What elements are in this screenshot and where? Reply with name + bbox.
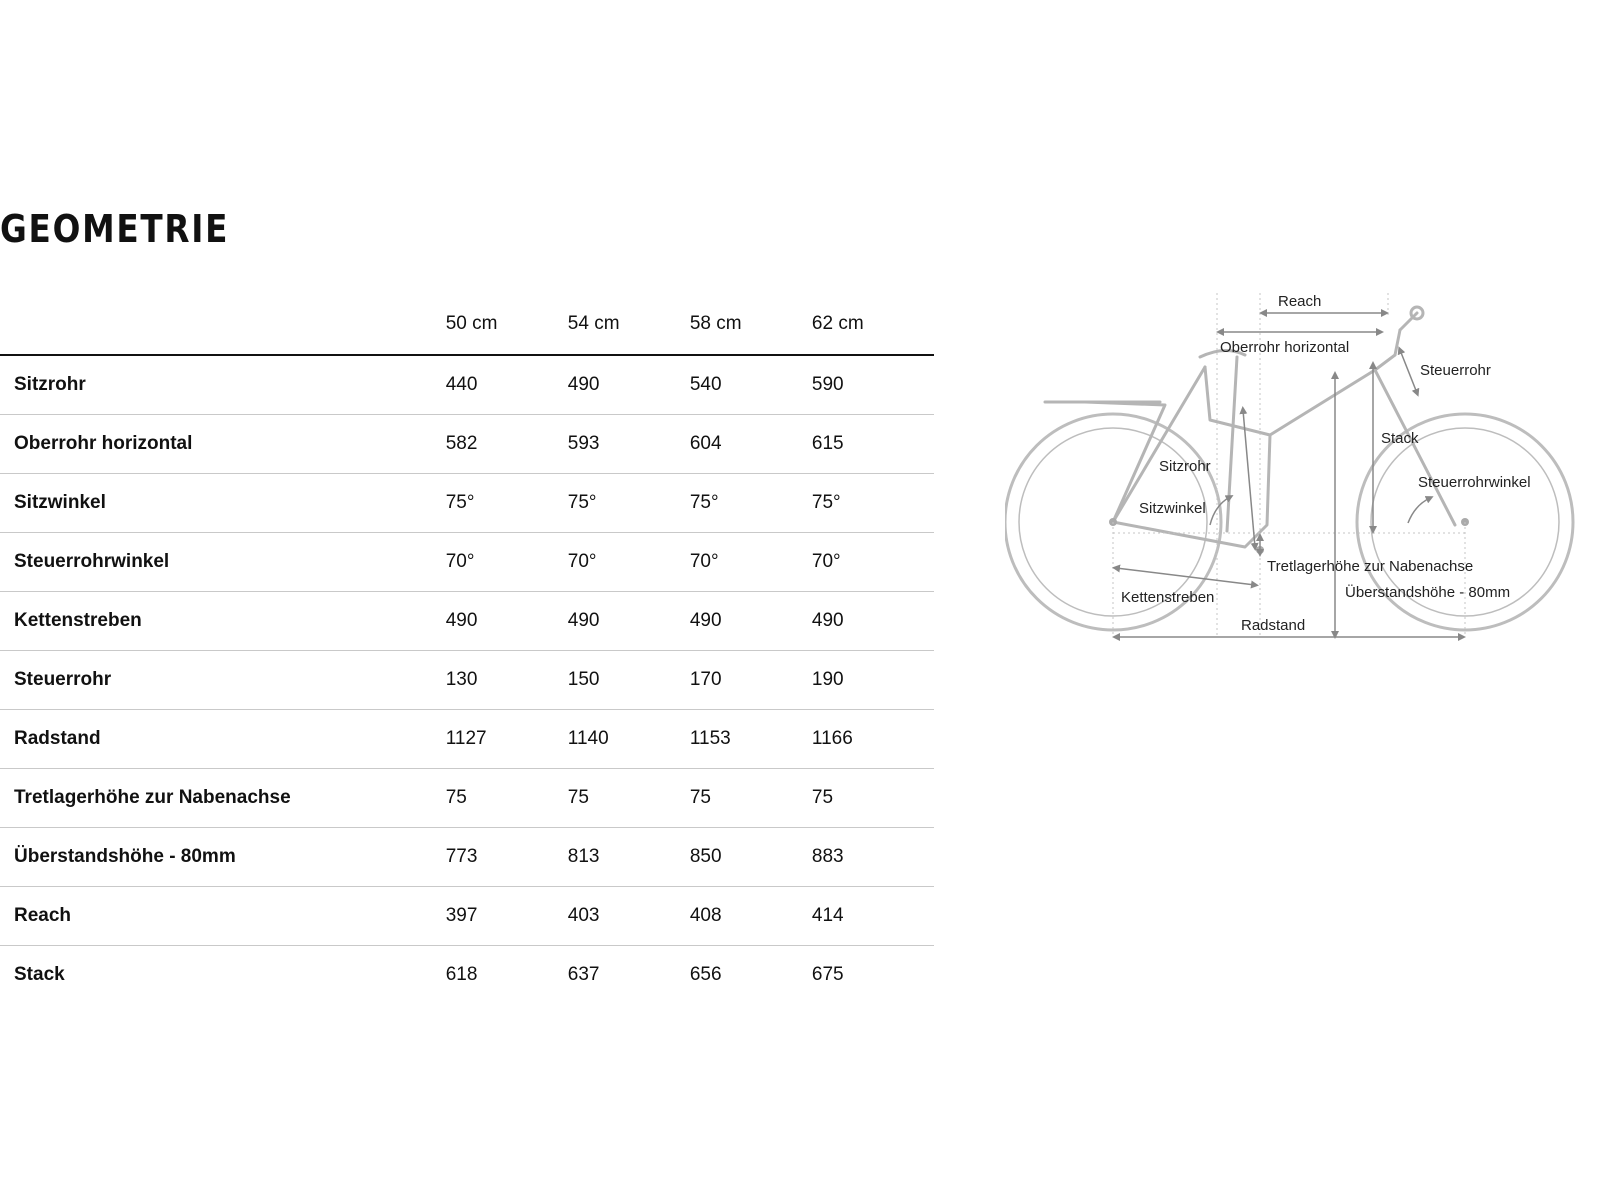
cell-value: 490 xyxy=(812,592,934,651)
cell-value: 615 xyxy=(812,415,934,474)
row-label: Steuerrohr xyxy=(0,651,446,710)
label-ueberstand: Überstandshöhe - 80mm xyxy=(1345,584,1511,601)
label-stack: Stack xyxy=(1381,430,1419,447)
cell-value: 75 xyxy=(446,769,568,828)
row-label: Radstand xyxy=(0,710,446,769)
cell-value: 490 xyxy=(568,355,690,415)
cell-value: 190 xyxy=(812,651,934,710)
table-row xyxy=(0,769,934,828)
cell-value: 75 xyxy=(690,769,812,828)
bike-geometry-diagram xyxy=(1005,285,1600,660)
cell-value: 75° xyxy=(690,474,812,533)
cell-value: 150 xyxy=(568,651,690,710)
table-row xyxy=(0,533,934,592)
label-radstand: Radstand xyxy=(1241,617,1306,634)
cell-value: 70° xyxy=(812,533,934,592)
cell-value: 540 xyxy=(690,355,812,415)
cell-value: 397 xyxy=(446,887,568,946)
table-row xyxy=(0,710,934,769)
cell-value: 1127 xyxy=(446,710,568,769)
table-row xyxy=(0,887,934,946)
cell-value: 170 xyxy=(690,651,812,710)
cell-value: 490 xyxy=(690,592,812,651)
cell-value: 414 xyxy=(812,887,934,946)
cell-value: 75° xyxy=(568,474,690,533)
cell-value: 850 xyxy=(690,828,812,887)
label-reach: Reach xyxy=(1278,293,1322,310)
cell-value: 590 xyxy=(812,355,934,415)
label-steuerrohrwinkel: Steuerrohrwinkel xyxy=(1418,474,1531,491)
cell-value: 883 xyxy=(812,828,934,887)
cell-value: 813 xyxy=(568,828,690,887)
cell-value: 1153 xyxy=(690,710,812,769)
cell-value: 675 xyxy=(811,964,844,985)
cell-value: 70° xyxy=(446,533,568,592)
cell-value: 70° xyxy=(568,533,690,592)
cell-value: 75° xyxy=(812,474,934,533)
table-row xyxy=(0,828,934,887)
table-row xyxy=(0,651,934,710)
cell-value: 440 xyxy=(446,355,568,415)
row-label: Stack xyxy=(14,964,65,985)
cell-value: 403 xyxy=(568,887,690,946)
cell-value: 637 xyxy=(567,964,600,985)
cell-value: 773 xyxy=(446,828,568,887)
column-header: 62 cm xyxy=(812,294,934,355)
cell-value: 604 xyxy=(690,415,812,474)
cell-value: 618 xyxy=(445,964,478,985)
label-oberrohr: Oberrohr horizontal xyxy=(1220,339,1350,356)
header-empty-cell xyxy=(0,294,446,355)
table-row xyxy=(0,355,934,415)
page-title: GEOMETRIE xyxy=(0,207,230,251)
column-header: 58 cm xyxy=(690,294,812,355)
table-row xyxy=(0,946,934,1005)
cell-value: 75° xyxy=(446,474,568,533)
cell-value: 656 xyxy=(689,964,722,985)
table-header-row xyxy=(0,294,934,355)
cell-value: 490 xyxy=(446,592,568,651)
cell-value: 70° xyxy=(690,533,812,592)
label-tretlager: Tretlagerhöhe zur Nabenachse xyxy=(1267,558,1474,575)
cell-value: 490 xyxy=(568,592,690,651)
cell-value: 130 xyxy=(446,651,568,710)
table-row xyxy=(0,592,934,651)
row-label: Oberrohr horizontal xyxy=(0,415,446,474)
table-row xyxy=(0,474,934,533)
cell-value: 1140 xyxy=(568,710,690,769)
cell-value: 75 xyxy=(812,769,934,828)
row-label: Steuerrohrwinkel xyxy=(0,533,446,592)
row-label: Kettenstreben xyxy=(0,592,446,651)
cell-value: 593 xyxy=(568,415,690,474)
label-sitzwinkel: Sitzwinkel xyxy=(1139,500,1206,517)
row-label: Reach xyxy=(0,887,446,946)
geometry-table xyxy=(0,294,934,1004)
table-row xyxy=(0,415,934,474)
cell-value: 75 xyxy=(568,769,690,828)
row-label: Überstandshöhe - 80mm xyxy=(0,828,446,887)
cell-value: 1166 xyxy=(812,710,934,769)
label-kettenstreben: Kettenstreben xyxy=(1121,589,1215,606)
label-sitzrohr: Sitzrohr xyxy=(1159,458,1211,475)
row-label: Sitzwinkel xyxy=(0,474,446,533)
row-label: Sitzrohr xyxy=(0,355,446,415)
column-header: 54 cm xyxy=(568,294,690,355)
cell-value: 582 xyxy=(446,415,568,474)
label-steuerrohr: Steuerrohr xyxy=(1420,362,1491,379)
row-label: Tretlagerhöhe zur Nabenachse xyxy=(0,769,446,828)
column-header: 50 cm xyxy=(446,294,568,355)
bike-diagram-svg xyxy=(1005,285,1600,660)
cell-value: 408 xyxy=(690,887,812,946)
